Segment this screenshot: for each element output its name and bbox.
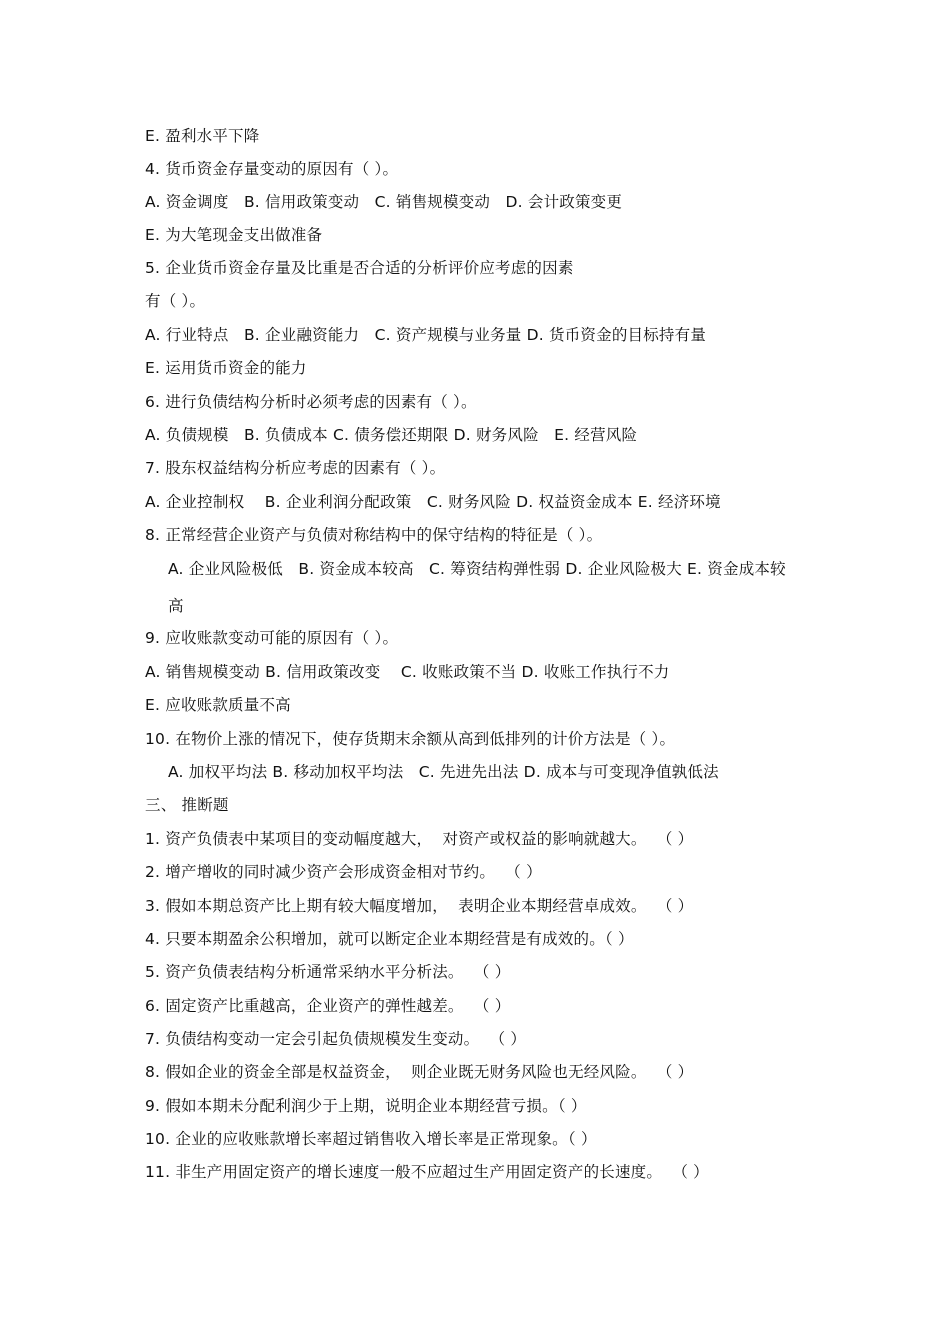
question-4-options: A. 资金调度 B. 信用政策变动 C. 销售规模变动 D. 会计政策变更	[145, 193, 623, 211]
judgement-10: 10. 企业的应收账款增长率超过销售收入增长率是正常现象。（ ）	[145, 1130, 597, 1148]
question-9-options: A. 销售规模变动 B. 信用政策改变 C. 收账政策不当 D. 收账工作执行不力	[145, 663, 670, 681]
question-6: 6. 进行负债结构分析时必须考虑的因素有（ ）。	[145, 393, 477, 411]
question-9-option-e: E. 应收账款质量不高	[145, 696, 291, 714]
question-4-option-e: E. 为大笔现金支出做准备	[145, 226, 323, 244]
question-6-options: A. 负债规模 B. 负债成本 C. 债务偿还期限 D. 财务风险 E. 经营风险	[145, 426, 638, 444]
question-9: 9. 应收账款变动可能的原因有（ ）。	[145, 629, 399, 647]
question-8: 8. 正常经营企业资产与负债对称结构中的保守结构的特征是（ ）。	[145, 526, 603, 544]
judgement-1: 1. 资产负债表中某项目的变动幅度越大， 对资产或权益的影响就越大。 （ ）	[145, 830, 694, 848]
question-8-options: A. 企业风险极低 B. 资金成本较高 C. 筹资结构弹性弱 D. 企业风险极大 E. 资金成本较	[168, 560, 786, 578]
question-4: 4. 货币资金存量变动的原因有（ ）。	[145, 160, 399, 178]
question-5-options: A. 行业特点 B. 企业融资能力 C. 资产规模与业务量 D. 货币资金的目标持有量	[145, 326, 707, 344]
judgement-4: 4. 只要本期盈余公积增加，就可以断定企业本期经营是有成效的。（ ）	[145, 930, 634, 948]
judgement-5: 5. 资产负债表结构分析通常采纳水平分析法。 （ ）	[145, 963, 511, 981]
question-10: 10. 在物价上涨的情况下，使存货期末余额从高到低排列的计价方法是（ ）。	[145, 730, 676, 748]
question-10-options: A. 加权平均法 B. 移动加权平均法 C. 先进先出法 D. 成本与可变现净值孰低法	[168, 763, 719, 781]
section-heading: 三、 推断题	[145, 796, 229, 814]
question-7: 7. 股东权益结构分析应考虑的因素有（ ）。	[145, 459, 446, 477]
judgement-8: 8. 假如企业的资金全部是权益资金， 则企业既无财务风险也无经风险。 （ ）	[145, 1063, 694, 1081]
question-5-option-e: E. 运用货币资金的能力	[145, 359, 307, 377]
text-line: E. 盈利水平下降	[145, 127, 260, 145]
judgement-7: 7. 负债结构变动一定会引起负债规模发生变动。 （ ）	[145, 1030, 527, 1048]
judgement-9: 9. 假如本期未分配利润少于上期，说明企业本期经营亏损。（ ）	[145, 1097, 587, 1115]
judgement-6: 6. 固定资产比重越高，企业资产的弹性越差。 （ ）	[145, 997, 511, 1015]
question-5-cont: 有（ ）。	[145, 292, 206, 310]
question-7-options: A. 企业控制权 B. 企业利润分配政策 C. 财务风险 D. 权益资金成本 E. 经济环境	[145, 493, 721, 511]
question-8-options-cont: 高	[168, 597, 184, 615]
judgement-11: 11. 非生产用固定资产的增长速度一般不应超过生产用固定资产的长速度。 （ ）	[145, 1163, 709, 1181]
judgement-2: 2. 增产增收的同时减少资产会形成资金相对节约。 （ ）	[145, 863, 542, 881]
judgement-3: 3. 假如本期总资产比上期有较大幅度增加， 表明企业本期经营卓成效。 （ ）	[145, 897, 694, 915]
question-5: 5. 企业货币资金存量及比重是否合适的分析评价应考虑的因素	[145, 259, 574, 277]
